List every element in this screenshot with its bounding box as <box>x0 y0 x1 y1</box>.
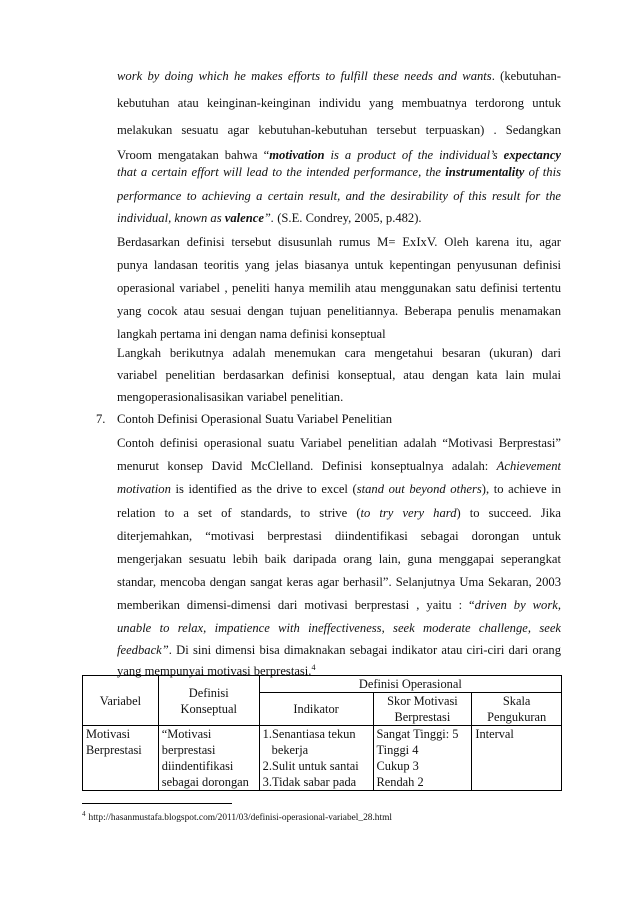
text-segment: Langkah berikutnya adalah menemukan cara mengetahui besaran (ukuran) dari <box>117 346 561 360</box>
text-line <box>117 574 561 590</box>
list-number: 7. <box>96 412 106 426</box>
text-line <box>117 303 561 319</box>
text-segment: is identified as the drive to excel ( <box>170 482 357 496</box>
text-segment: work by doing which he makes efforts to fulfill these needs and wants <box>117 69 492 83</box>
header-definisi-konseptual: Definisi Konseptual <box>158 676 259 726</box>
text-segment: performance to achieving a certain result, and the desirability of this result for the <box>117 189 561 203</box>
header-definisi-operasional: Definisi Operasional <box>259 676 561 693</box>
text-line <box>117 280 561 296</box>
header-indikator: Indikator <box>259 693 373 726</box>
text-segment: unable to relax, impatience with ineffectiveness, seek moderate challenge, seek <box>117 621 561 635</box>
text-line <box>117 458 561 474</box>
text-segment: kebutuhan atau keinginan-keinginan individu yang membuatnya terdorong untuk <box>117 96 561 110</box>
section-heading: Contoh Definisi Operasional Suatu Variabel Penelitian <box>117 412 393 426</box>
text-segment: feedback” <box>117 643 169 657</box>
text-segment: motivation <box>269 148 325 162</box>
text-line <box>117 551 561 567</box>
text-line <box>117 505 561 521</box>
text-line <box>117 188 561 204</box>
text-segment: relation to a set of standards, to strive ( <box>117 506 361 520</box>
text-line <box>117 642 561 658</box>
text-segment: driven by work, <box>474 598 561 612</box>
text-line <box>117 210 561 226</box>
text-line <box>117 68 561 84</box>
text-segment: langkah pertama ini dengan nama definisi konseptual <box>117 327 386 341</box>
text-segment: Berdasarkan definisi tersebut disusunlah rumus M= ExIxV. Oleh karena itu, agar <box>117 235 561 249</box>
text-line <box>117 234 561 250</box>
text-segment: motivation <box>117 482 171 496</box>
footnote-link[interactable]: http://hasanmustafa.blogspot.com/2011/03/definisi-operasional-variabel_28.html <box>88 813 392 823</box>
text-segment: mengoperasionalisasikan variabel penelitian. <box>117 390 344 404</box>
text-line <box>117 345 561 361</box>
table-row <box>83 726 562 791</box>
cell-skala: Interval <box>472 726 562 791</box>
text-segment: valence <box>224 211 264 225</box>
text-segment: standar, mencoba dengan sangat keras agar berhasil”. Selanjutnya Uma Sekaran, 2003 <box>117 575 561 589</box>
text-segment: menurut konsep David McClelland. Definisi konseptualnya adalah: <box>117 459 497 473</box>
text-segment: punya landasan teoritis yang jelas biasanya untuk kepentingan penyusunan definisi <box>117 258 561 272</box>
text-line <box>117 481 561 497</box>
cell-indikator: 1.Senantiasa tekun bekerja 2.Sulit untuk santai 3.Tidak sabar pada <box>259 726 373 791</box>
header-skala: Skala Pengukuran <box>472 693 562 726</box>
text-line <box>117 257 561 273</box>
text-line <box>117 367 561 383</box>
footnote <box>82 809 392 824</box>
text-segment: melakukan sesuatu agar kebutuhan-kebutuhan tersebut terpuaskan) . Sedangkan <box>117 123 561 137</box>
text-segment: yang cocok atau sesuai dengan tujuan penelitiannya. Beberapa penulis menamakan <box>117 304 561 318</box>
text-line <box>117 597 561 613</box>
text-line <box>117 164 561 180</box>
text-segment: stand out beyond others <box>356 482 482 496</box>
text-segment: that a certain effort will lead to the intended performance, the <box>117 165 446 179</box>
text-segment: operasional variabel , peneliti hanya memilih atau menggunakan satu definisi tertentu <box>117 281 561 295</box>
text-line <box>117 389 561 405</box>
text-segment: individual, known as <box>117 211 225 225</box>
text-segment: to try very hard <box>360 506 457 520</box>
text-segment: . Di sini dimensi bisa dimaknakan sebagai indikator atau ciri-ciri dari orang <box>168 643 561 657</box>
footnote-rule <box>82 803 232 804</box>
header-variabel: Variabel <box>83 676 159 726</box>
text-line <box>117 528 561 544</box>
text-segment: memberikan dimensi-dimensi dari motivasi berprestasi , yaitu : “ <box>117 598 475 612</box>
text-segment: Contoh definisi operasional suatu Variabel penelitian adalah “Motivasi Berprestasi” <box>117 436 561 450</box>
text-segment: Vroom mengatakan bahwa “ <box>117 148 270 162</box>
text-line <box>117 95 561 111</box>
text-line <box>117 326 561 342</box>
text-line <box>117 122 561 138</box>
text-segment: diterjemahkan, “motivasi berprestasi diindentifikasi sebagai dorongan untuk <box>117 529 561 543</box>
text-segment: ”. <box>263 211 275 225</box>
definition-table <box>82 675 562 791</box>
cell-skor: Sangat Tinggi: 5 Tinggi 4 Cukup 3 Rendah 2 <box>373 726 472 791</box>
footnote-mark: 4 <box>82 809 86 818</box>
text-segment: yang mempunyai motivasi berprestasi. <box>117 664 312 678</box>
text-segment: ), to achieve in <box>481 482 561 496</box>
text-line <box>117 435 561 451</box>
text-segment: Achievement <box>496 459 561 473</box>
text-segment: mengerjakan sesuatu lebih baik daripada orang lain, guna menggapai seperangkat <box>117 552 561 566</box>
header-skor-motivasi: Skor Motivasi Berprestasi <box>373 693 472 726</box>
text-segment: ) to succeed. Jika <box>456 506 561 520</box>
text-segment: . (kebutuhan- <box>491 69 561 83</box>
cell-definisi-konseptual: “Motivasi berprestasi diindentifikasi sebagai dorongan <box>158 726 259 791</box>
table-header-row <box>83 676 562 693</box>
text-line <box>117 620 561 636</box>
text-line <box>117 147 561 163</box>
text-segment: expectancy <box>503 148 561 162</box>
text-segment: variabel penelitian berdasarkan definisi konseptual, atau dengan kata lain mulai <box>117 368 561 382</box>
text-segment: is a product of the individual’s <box>324 148 504 162</box>
cell-variabel: Motivasi Berprestasi <box>83 726 159 791</box>
text-segment: (S.E. Condrey, 2005, p.482). <box>274 211 422 225</box>
footnote-ref: 4 <box>311 663 316 672</box>
text-segment: of this <box>524 165 561 179</box>
text-segment: instrumentality <box>445 165 525 179</box>
